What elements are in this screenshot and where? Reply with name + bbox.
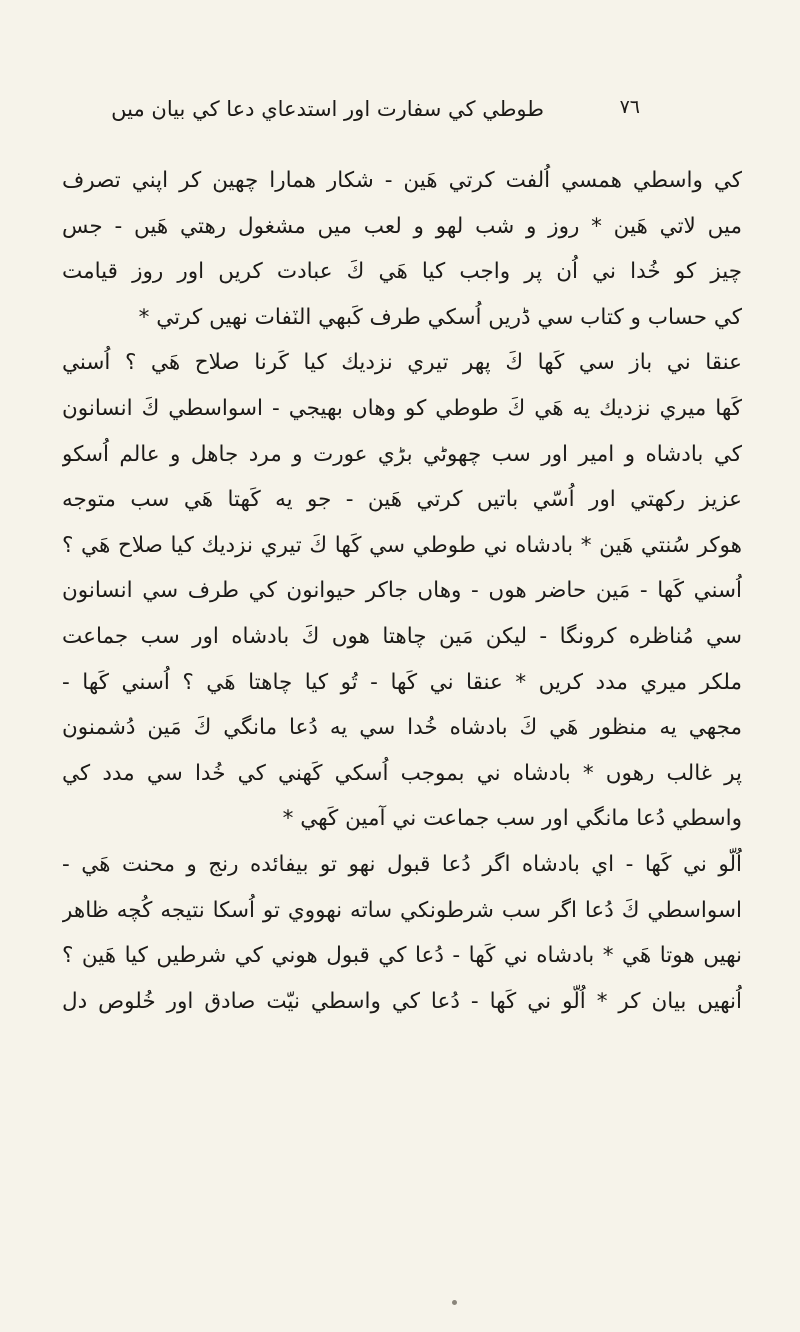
text-line: اسواسطي كَ دُعا اگر سب شرطونكي ساته نهووي تو اُسكا نتيجه كُچه ظاهر [62, 897, 742, 923]
text-line: واسطي دُعا مانگي اور سب جماعت ني آمين كَهي * [282, 806, 742, 832]
text-line: هوكر سُنتي هَين * بادشاه ني طوطي سي كَها كَ تيري نزديك كيا صلاح هَي ؟ [62, 532, 742, 558]
text-line: اُلّو ني كَها - اي بادشاه اگر دُعا قبول نهو تو بيفائده رنج و محنت هَي - [62, 851, 742, 877]
page-number: ٧٦ [619, 96, 640, 118]
text-line: كَها ميري نزديك يه هَي كَ طوطي كو وهاں بهيجي - اسواسطي كَ انسانون [62, 395, 742, 421]
text-line: كي بادشاه و امير اور سب چهوٹي بڑي عورت و مرد جاهل و عالم اُسكو [62, 441, 742, 467]
page-header [111, 92, 640, 136]
text-line: ملكر ميري مدد كريں * عنقا ني كَها - تُو كيا چاهتا هَي ؟ اُسني كَها - [62, 669, 742, 695]
text-line: پر غالب رهوں * بادشاه ني بموجب اُسكي كَهني كي خُدا سي مدد كي [62, 760, 742, 786]
text-line: اُنهيں بيان كر * اُلّو ني كَها - دُعا كي واسطي نيّت صادق اور خُلوص دل [62, 988, 742, 1014]
text-line: نهيں هوتا هَي * بادشاه ني كَها - دُعا كي قبول هوني كي شرطيں كيا هَين ؟ [62, 943, 742, 969]
body-text [62, 158, 742, 1024]
text-line: عنقا ني باز سي كَها كَ پهر تيري نزديك كيا كَرنا صلاح هَي ؟ اُسني [62, 350, 742, 376]
text-line: اُسني كَها - مَين حاضر هوں - وهاں جاكر حيوانون كي طرف سي انسانون [62, 578, 742, 604]
text-line: چيز كو خُدا ني اُن پر واجب كيا هَي كَ عبادت كريں اور روز قيامت [62, 259, 742, 285]
text-line: ميں لاتي هَين * روز و شب لهو و لعب ميں مشغول رهتي هَيں - جس [62, 213, 742, 239]
ink-speck [452, 1300, 457, 1305]
text-line: كي واسطي همسي اُلفت كرتي هَين - شكار همارا چهين كر اپني تصرف [62, 168, 742, 193]
text-line: مجهي يه منظور هَي كَ بادشاه خُدا سي يه دُعا مانگي كَ مَين دُشمنون [62, 715, 742, 741]
running-title: طوطي كي سفارت اور استدعاي دعا كي بيان ميں [111, 97, 544, 121]
text-line: عزيز رکهتي اور اُسّي باتيں كرتي هَين - جو يه كَهتا هَي سب متوجه [62, 487, 742, 513]
text-line: سي مُناظره كرونگا - ليكن مَين چاهتا هوں كَ بادشاه اور سب جماعت [62, 623, 742, 649]
text-line: كي حساب و كتاب سي ڈريں اُسكي طرف كَبهي الٽفات نهيں كرتي * [138, 304, 742, 330]
